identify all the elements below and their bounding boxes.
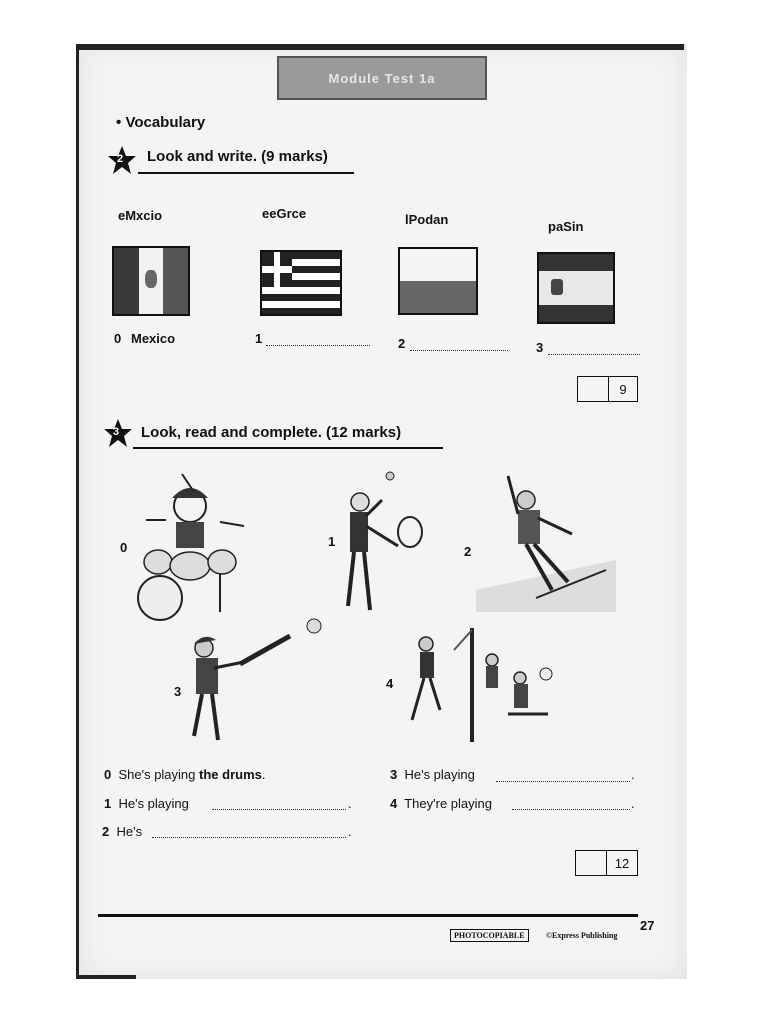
baseball-player-illustration	[184, 614, 326, 750]
sentence-0: 0 She's playing the drums.	[104, 767, 266, 782]
answer-number: 3	[536, 340, 544, 355]
poland-flag	[398, 247, 478, 315]
drummer-illustration	[132, 462, 252, 624]
photocopiable-label: PHOTOCOPIABLE	[450, 929, 529, 942]
banner-title: Module Test 1a	[328, 70, 436, 86]
answer-blank[interactable]	[212, 808, 346, 810]
task3-instruction: Look, read and complete. (12 marks)	[141, 424, 402, 441]
answer-blank[interactable]	[152, 836, 346, 838]
picture-number: 4	[386, 676, 394, 691]
volleyball-players-illustration	[398, 618, 560, 744]
scrambled-word: eMxcio	[118, 208, 163, 223]
task2-instruction: Look and write. (9 marks)	[147, 148, 328, 165]
score-blank[interactable]	[578, 377, 609, 401]
task3-underline	[133, 447, 443, 449]
score-total: 12	[614, 855, 630, 871]
task2-underline	[138, 172, 354, 174]
picture-number: 1	[328, 534, 336, 549]
answer-blank[interactable]	[410, 349, 508, 351]
task2-score-box	[577, 376, 638, 402]
answer-blank[interactable]	[496, 780, 630, 782]
module-test-banner	[277, 56, 487, 100]
sentence-end: .	[348, 796, 352, 811]
tennis-player-illustration	[338, 470, 430, 622]
page-bottom-edge	[76, 975, 136, 979]
answer-blank[interactable]	[512, 808, 630, 810]
answer-number: 1	[255, 331, 263, 346]
picture-number: 0	[120, 540, 128, 555]
scrambled-word: lPodan	[405, 212, 449, 227]
skier-illustration	[476, 470, 616, 612]
score-blank[interactable]	[576, 851, 607, 875]
sentence-end: .	[631, 796, 635, 811]
scrambled-word: eeGrce	[262, 206, 307, 221]
score-total: 9	[619, 381, 627, 397]
answer-blank[interactable]	[266, 344, 370, 346]
task2-number: 2	[117, 153, 124, 165]
scrambled-word: paSin	[548, 219, 584, 234]
picture-number: 3	[174, 684, 182, 699]
spain-flag	[537, 252, 615, 324]
answer-number: 0	[114, 331, 122, 346]
picture-number: 2	[464, 544, 472, 559]
task3-score-box	[575, 850, 638, 876]
task3-number: 3	[113, 426, 120, 438]
answer-blank[interactable]	[548, 353, 640, 355]
sentence-end: .	[348, 824, 352, 839]
page-top-edge	[76, 44, 684, 50]
page-number: 27	[640, 918, 655, 933]
example-answer: Mexico	[131, 331, 176, 346]
mexico-flag	[112, 246, 190, 316]
greece-flag	[260, 250, 342, 316]
sentence-2: 2 He's	[102, 824, 143, 839]
sentence-4: 4 They're playing	[390, 796, 492, 811]
answer-number: 2	[398, 336, 406, 351]
sentence-3: 3 He's playing	[390, 767, 475, 782]
sentence-end: .	[631, 767, 635, 782]
footer-rule	[98, 914, 638, 917]
sentence-1: 1 He's playing	[104, 796, 189, 811]
publisher-label: ©Express Publishing	[546, 931, 618, 940]
vocabulary-heading: • Vocabulary	[116, 114, 206, 131]
